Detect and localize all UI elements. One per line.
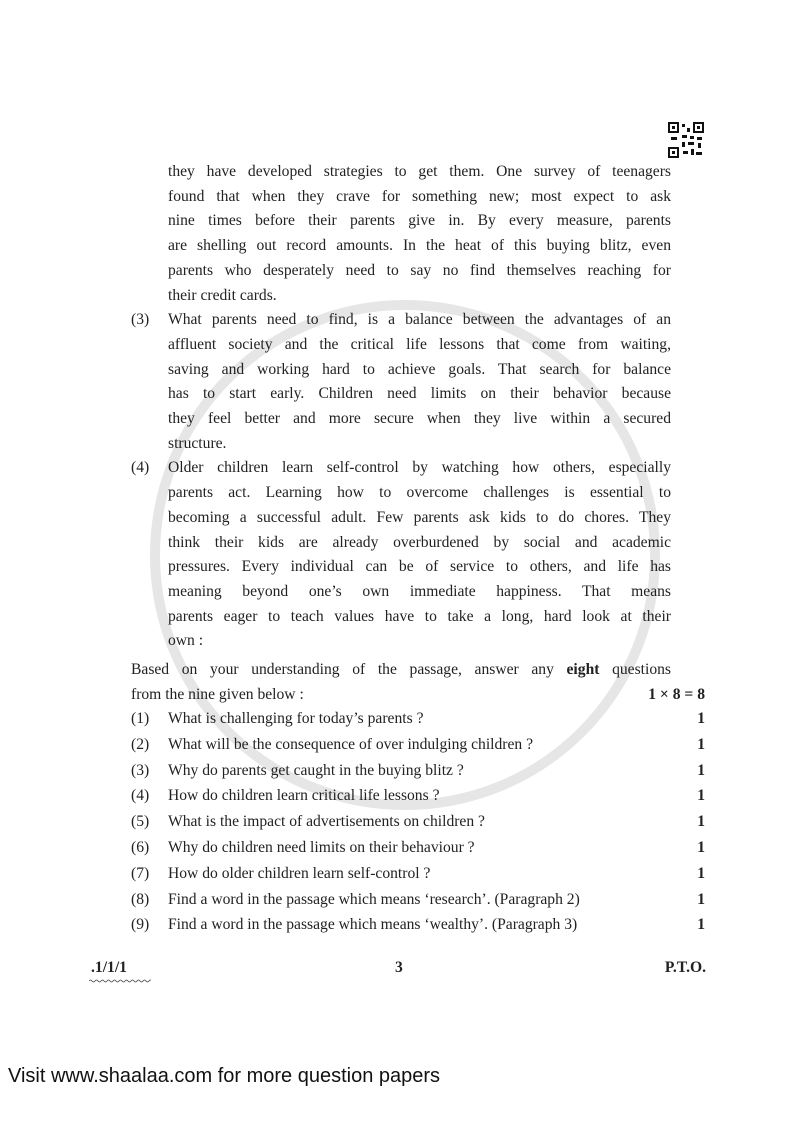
- passage-line: their credit cards.: [168, 286, 277, 304]
- passage-line: found that when they crave for something new; most expect to ask: [168, 187, 671, 205]
- question-number: (2): [131, 735, 150, 753]
- passage-line: Older children learn self-control by watching how others, especially: [168, 459, 671, 477]
- question-text: How do children learn critical life lessons ?: [168, 787, 440, 805]
- page-number: 3: [395, 959, 403, 976]
- question-number: (7): [131, 864, 150, 882]
- question-marks: 1: [697, 787, 705, 805]
- passage-line: What parents need to find, is a balance between the advantages of an: [168, 311, 671, 329]
- passage-line: saving and working hard to achieve goals. That search for balance: [168, 360, 671, 378]
- passage-line: nine times before their parents give in. By every measure, parents: [168, 212, 671, 230]
- question-number: (1): [131, 710, 150, 727]
- question-number: (5): [131, 813, 150, 831]
- paragraph-number: (3): [131, 311, 150, 329]
- question-text: What is the impact of advertisements on children ?: [168, 813, 485, 831]
- passage-line: parents act. Learning how to overcome challenges is essential to: [168, 484, 671, 502]
- question-marks: 1: [697, 761, 705, 779]
- question-number: (6): [131, 839, 150, 856]
- question-marks: 1: [697, 735, 705, 753]
- question-text: What is challenging for today’s parents ?: [168, 710, 424, 727]
- question-text: Find a word in the passage which means ‘wealthy’. (Paragraph 3): [168, 916, 578, 934]
- passage-line: own :: [168, 632, 204, 650]
- question-marks: 1: [697, 916, 705, 934]
- instruction-line-1: Based on your understanding of the passage, answer any eight questions: [131, 661, 671, 678]
- passage-line: think their kids are already overburdened by social and academic: [168, 533, 671, 551]
- question-text: Find a word in the passage which means ‘research’. (Paragraph 2): [168, 890, 580, 908]
- passage-line: they feel better and more secure when they live within a secured: [168, 410, 671, 427]
- question-text: What will be the consequence of over indulging children ?: [168, 735, 534, 753]
- question-text: Why do children need limits on their behaviour ?: [168, 839, 475, 856]
- passage-line: has to start early. Children need limits on their behavior because: [168, 385, 671, 403]
- passage-line: affluent society and the critical life lessons that come from waiting,: [168, 335, 671, 353]
- question-marks: 1: [697, 839, 705, 856]
- wavy-underline: [89, 979, 151, 983]
- passage-line: parents who desperately need to say no find themselves reaching for: [168, 261, 671, 279]
- paragraph-number: (4): [131, 459, 150, 477]
- question-number: (8): [131, 890, 150, 908]
- passage-line: becoming a successful adult. Few parents ask kids to do chores. They: [168, 508, 671, 526]
- question-marks: 1: [697, 813, 705, 831]
- passage-line: pressures. Every individual can be of service to others, and life has: [168, 558, 671, 576]
- site-banner: Visit www.shaalaa.com for more question papers: [8, 1065, 441, 1087]
- passage-line: they have developed strategies to get them. One survey of teenagers: [168, 163, 671, 180]
- paper-code: .1/1/1: [91, 959, 127, 976]
- question-number: (4): [131, 787, 150, 805]
- passage-line: structure.: [168, 434, 227, 452]
- question-number: (3): [131, 761, 150, 779]
- passage-line: parents eager to teach values have to take a long, hard look at their: [168, 607, 671, 625]
- question-text: Why do parents get caught in the buying blitz ?: [168, 761, 464, 779]
- question-marks: 1: [697, 710, 705, 727]
- instruction-line-2: from the nine given below :: [131, 686, 304, 703]
- passage-line: meaning beyond one’s own immediate happiness. That means: [168, 582, 671, 600]
- pto-label: P.T.O.: [664, 959, 706, 976]
- question-text: How do older children learn self-control ?: [168, 864, 431, 882]
- question-number: (9): [131, 916, 150, 934]
- question-marks: 1: [697, 864, 705, 882]
- qr-code-icon: [668, 122, 704, 158]
- question-marks: 1: [697, 890, 705, 908]
- total-marks: 1 × 8 = 8: [648, 686, 705, 703]
- passage-line: are shelling out record amounts. In the heat of this buying blitz, even: [168, 237, 671, 255]
